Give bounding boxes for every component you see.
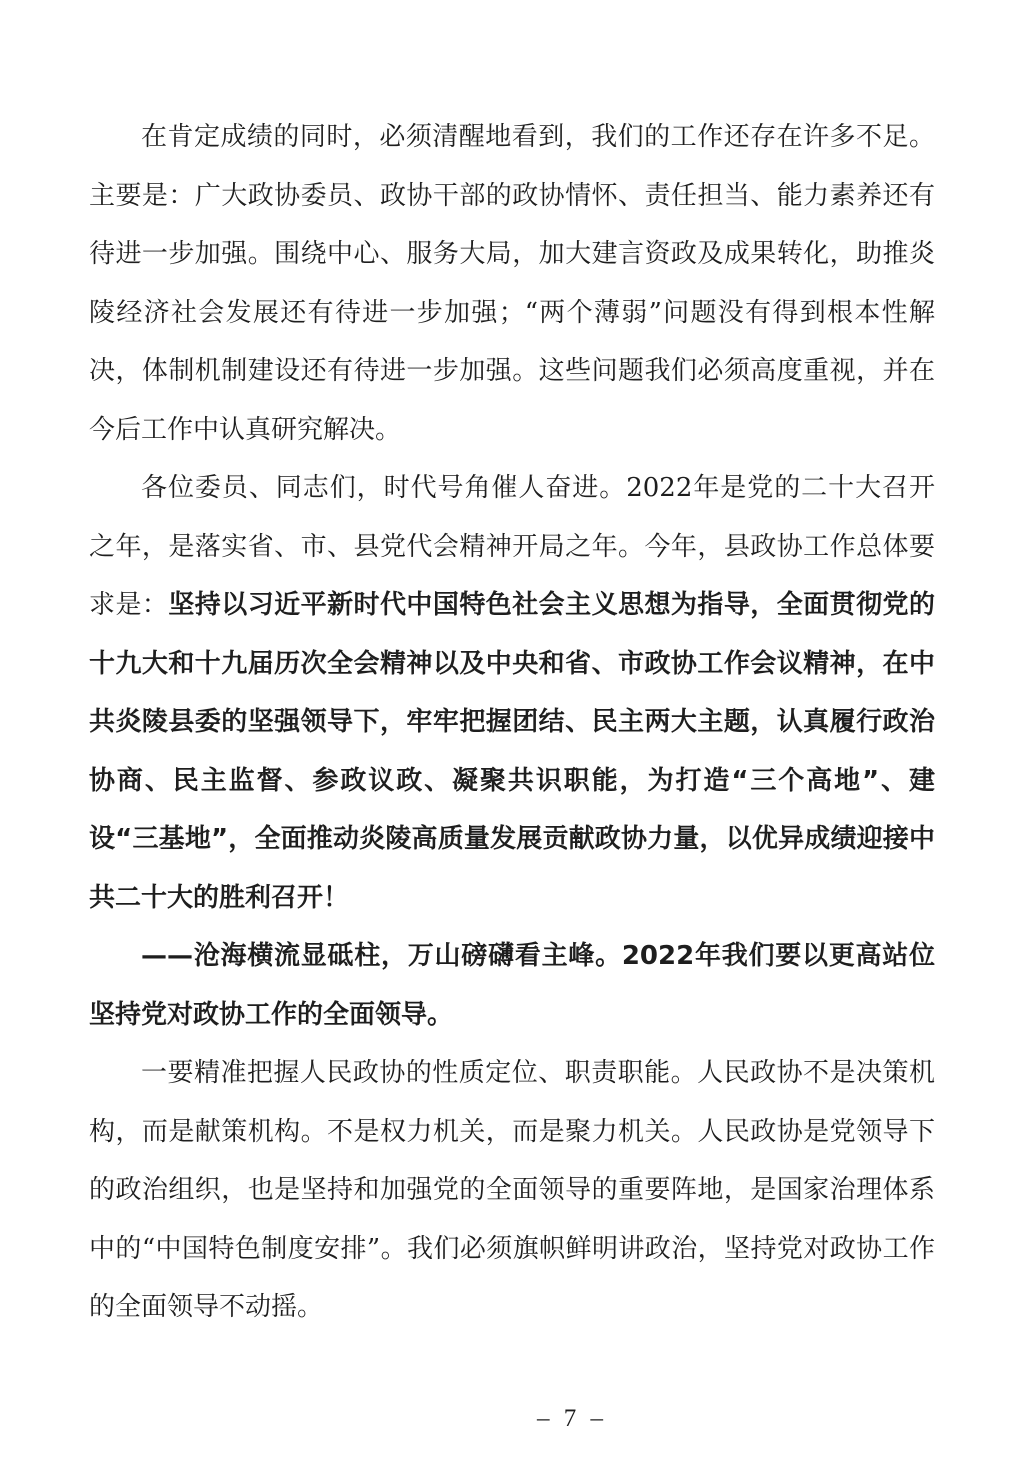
paragraph-first-point: 一要精准把握人民政协的性质定位、职责职能。人民政协不是决策机构，而是献策机构。不是权力机关，而是聚力机关。人民政协是党领导下的政治组织，也是坚持和加强党的全面领导的重要阵地，是国家治理体系中的“中国特色制度安排”。我们必须旗帜鲜明讲政治，坚持党对政协工作的全面领导不动摇。 <box>89 1058 935 1322</box>
paragraph-section-heading: ——沧海横流显砥柱，万山磅礴看主峰。2022年我们要以更高站位坚持党对政协工作的全面领导。 <box>89 941 935 1030</box>
page-number: – 7 – <box>537 1405 607 1432</box>
paragraph-shortcomings: 在肯定成绩的同时，必须清醒地看到，我们的工作还存在许多不足。主要是：广大政协委员、政协干部的政协情怀、责任担当、能力素养还有待进一步加强。围绕中心、服务大局，加大建言资政及成果转化，助推炎陵经济社会发展还有待进一步加强；“两个薄弱”问题没有得到根本性解决，体制机制建设还有待进一步加强。这些问题我们必须高度重视，并在今后工作中认真研究解决。 <box>89 122 935 445</box>
body-text <box>89 108 935 1337</box>
paragraph-overall-requirements <box>89 459 935 927</box>
paragraph-emphasis-text: 坚持以习近平新时代中国特色社会主义思想为指导，全面贯彻党的十九大和十九届历次全会精神以及中央和省、市政协工作会议精神，在中共炎陵县委的坚强领导下，牢牢把握团结、民主两大主题，认真履行政治协商、民主监督、参政议政、凝聚共识职能，为打造“三个高地”、建设“三基地”，全面推动炎陵高质量发展贡献政协力量，以优异成绩迎接中共二十大的胜利召开！ <box>89 590 935 913</box>
paragraph-lead-text: 各位委员、同志们，时代号角催人奋进。2022年是党的二十大召开之年，是落实省、市、县党代会精神开局之年。今年，县政协工作总体要求是： <box>89 473 935 620</box>
